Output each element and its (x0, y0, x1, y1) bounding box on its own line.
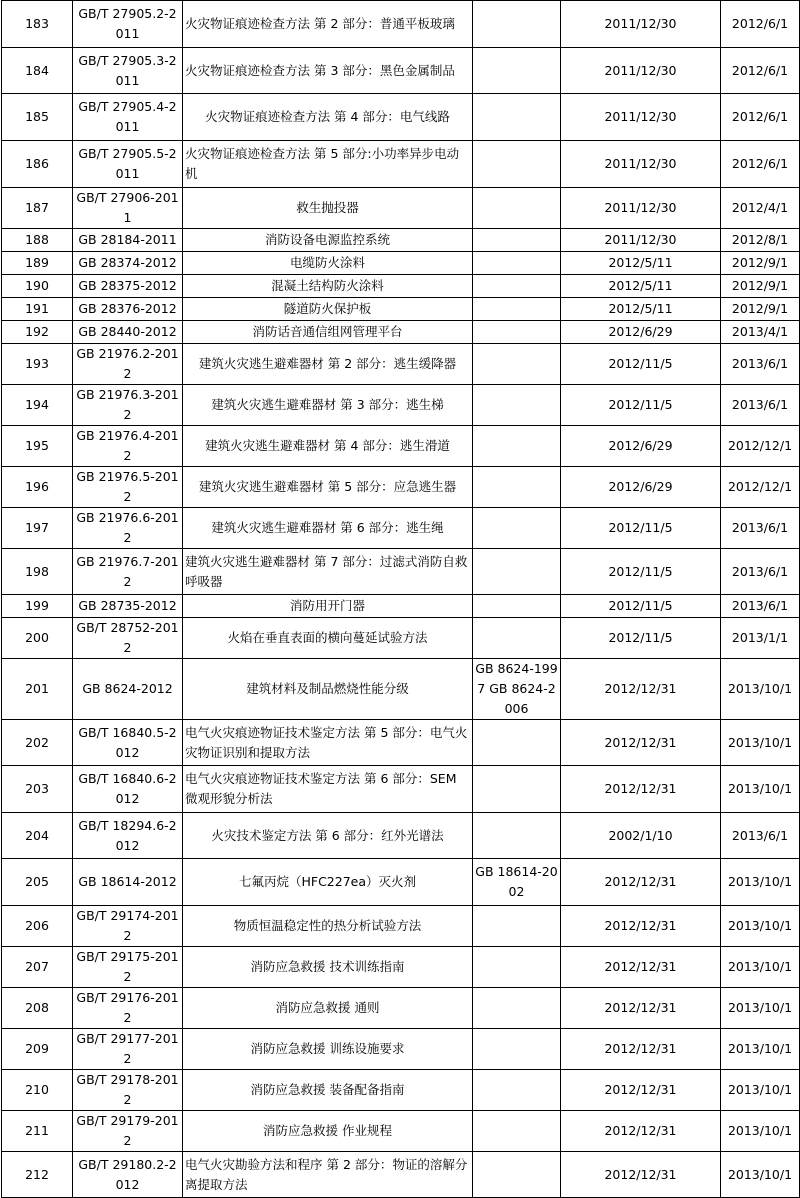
standard-code: GB/T 16840.6-2012 (73, 766, 183, 813)
publish-date: 2012/11/5 (561, 344, 721, 385)
effective-date: 2013/10/1 (721, 1029, 800, 1070)
table-row (2, 659, 800, 720)
standards-table (1, 0, 800, 1198)
standard-code: GB/T 29180.2-2012 (73, 1152, 183, 1198)
replaced-standard (473, 595, 561, 618)
replaced-standard: GB 8624-1997 GB 8624-2006 (473, 659, 561, 720)
publish-date: 2012/6/29 (561, 467, 721, 508)
replaced-standard (473, 344, 561, 385)
effective-date: 2012/6/1 (721, 141, 800, 188)
effective-date: 2013/10/1 (721, 1111, 800, 1152)
table-row (2, 298, 800, 321)
standard-name: 火灾物证痕迹检查方法 第 4 部分：电气线路 (183, 94, 473, 141)
standard-code: GB/T 28752-2012 (73, 618, 183, 659)
replaced-standard (473, 766, 561, 813)
table-row (2, 385, 800, 426)
standard-code: GB 28735-2012 (73, 595, 183, 618)
table-row (2, 1152, 800, 1198)
effective-date: 2012/6/1 (721, 94, 800, 141)
standard-name: 物质恒温稳定性的热分析试验方法 (183, 906, 473, 947)
publish-date: 2012/12/31 (561, 859, 721, 906)
replaced-standard (473, 618, 561, 659)
row-number: 193 (2, 344, 73, 385)
standard-name: 七氟丙烷（HFC227ea）灭火剂 (183, 859, 473, 906)
replaced-standard (473, 906, 561, 947)
standard-name: 火灾技术鉴定方法 第 6 部分：红外光谱法 (183, 813, 473, 859)
standard-code: GB 21976.5-2012 (73, 467, 183, 508)
row-number: 209 (2, 1029, 73, 1070)
standard-name: 消防设备电源监控系统 (183, 229, 473, 252)
replaced-standard (473, 988, 561, 1029)
standard-code: GB 28374-2012 (73, 252, 183, 275)
standard-code: GB/T 16840.5-2012 (73, 720, 183, 766)
effective-date: 2012/12/1 (721, 426, 800, 467)
standard-name: 隧道防火保护板 (183, 298, 473, 321)
replaced-standard (473, 426, 561, 467)
row-number: 208 (2, 988, 73, 1029)
effective-date: 2013/10/1 (721, 859, 800, 906)
standard-code: GB/T 29178-2012 (73, 1070, 183, 1111)
replaced-standard (473, 1152, 561, 1198)
standard-code: GB/T 29174-2012 (73, 906, 183, 947)
publish-date: 2012/12/31 (561, 720, 721, 766)
standard-name: 电气火灾痕迹物证技术鉴定方法 第 5 部分：电气火灾物证识别和提取方法 (183, 720, 473, 766)
row-number: 183 (2, 1, 73, 48)
row-number: 200 (2, 618, 73, 659)
row-number: 188 (2, 229, 73, 252)
standard-name: 消防应急救援 技术训练指南 (183, 947, 473, 988)
row-number: 212 (2, 1152, 73, 1198)
publish-date: 2012/12/31 (561, 766, 721, 813)
effective-date: 2013/10/1 (721, 906, 800, 947)
table-row (2, 1070, 800, 1111)
replaced-standard (473, 94, 561, 141)
publish-date: 2012/11/5 (561, 508, 721, 549)
row-number: 184 (2, 48, 73, 94)
standard-name: 火灾物证痕迹检查方法 第 3 部分：黑色金属制品 (183, 48, 473, 94)
publish-date: 2012/11/5 (561, 595, 721, 618)
replaced-standard (473, 229, 561, 252)
publish-date: 2011/12/30 (561, 94, 721, 141)
publish-date: 2011/12/30 (561, 229, 721, 252)
standard-name: 电气火灾勘验方法和程序 第 2 部分：物证的溶解分离提取方法 (183, 1152, 473, 1198)
row-number: 194 (2, 385, 73, 426)
publish-date: 2012/12/31 (561, 1152, 721, 1198)
standard-name: 救生抛投器 (183, 188, 473, 229)
row-number: 196 (2, 467, 73, 508)
standard-code: GB 21976.4-2012 (73, 426, 183, 467)
publish-date: 2012/11/5 (561, 549, 721, 595)
table-row (2, 467, 800, 508)
table-row (2, 595, 800, 618)
standard-name: 建筑火灾逃生避难器材 第 2 部分：逃生缓降器 (183, 344, 473, 385)
replaced-standard (473, 188, 561, 229)
publish-date: 2012/12/31 (561, 1111, 721, 1152)
table-row (2, 720, 800, 766)
effective-date: 2012/6/1 (721, 1, 800, 48)
standard-code: GB 18614-2012 (73, 859, 183, 906)
replaced-standard (473, 298, 561, 321)
replaced-standard (473, 321, 561, 344)
publish-date: 2012/5/11 (561, 275, 721, 298)
standard-code: GB/T 29179-2012 (73, 1111, 183, 1152)
publish-date: 2012/12/31 (561, 659, 721, 720)
publish-date: 2012/12/31 (561, 947, 721, 988)
standard-code: GB/T 27905.3-2011 (73, 48, 183, 94)
row-number: 204 (2, 813, 73, 859)
row-number: 211 (2, 1111, 73, 1152)
standard-name: 消防用开门器 (183, 595, 473, 618)
table-row (2, 321, 800, 344)
standard-name: 消防应急救援 装备配备指南 (183, 1070, 473, 1111)
standard-name: 消防应急救援 作业规程 (183, 1111, 473, 1152)
table-row (2, 859, 800, 906)
effective-date: 2012/6/1 (721, 48, 800, 94)
standard-code: GB/T 27905.2-2011 (73, 1, 183, 48)
table-row (2, 229, 800, 252)
standard-code: GB 28375-2012 (73, 275, 183, 298)
table-row (2, 48, 800, 94)
publish-date: 2012/12/31 (561, 988, 721, 1029)
replaced-standard (473, 275, 561, 298)
effective-date: 2013/1/1 (721, 618, 800, 659)
effective-date: 2013/6/1 (721, 813, 800, 859)
row-number: 199 (2, 595, 73, 618)
row-number: 189 (2, 252, 73, 275)
publish-date: 2012/12/31 (561, 1070, 721, 1111)
effective-date: 2013/10/1 (721, 1070, 800, 1111)
table-row (2, 94, 800, 141)
standard-code: GB 21976.2-2012 (73, 344, 183, 385)
standard-code: GB 8624-2012 (73, 659, 183, 720)
replaced-standard (473, 467, 561, 508)
replaced-standard (473, 947, 561, 988)
row-number: 197 (2, 508, 73, 549)
standard-name: 火灾物证痕迹检查方法 第 2 部分：普通平板玻璃 (183, 1, 473, 48)
publish-date: 2012/11/5 (561, 385, 721, 426)
row-number: 195 (2, 426, 73, 467)
effective-date: 2012/9/1 (721, 252, 800, 275)
table-row (2, 344, 800, 385)
replaced-standard (473, 48, 561, 94)
standard-code: GB 21976.7-2012 (73, 549, 183, 595)
standard-code: GB/T 27905.4-2011 (73, 94, 183, 141)
standard-code: GB/T 27906-2011 (73, 188, 183, 229)
publish-date: 2012/5/11 (561, 252, 721, 275)
effective-date: 2013/6/1 (721, 549, 800, 595)
table-row (2, 1111, 800, 1152)
publish-date: 2012/6/29 (561, 321, 721, 344)
publish-date: 2011/12/30 (561, 1, 721, 48)
standard-code: GB/T 29175-2012 (73, 947, 183, 988)
effective-date: 2013/10/1 (721, 988, 800, 1029)
standard-code: GB 21976.3-2012 (73, 385, 183, 426)
effective-date: 2012/12/1 (721, 467, 800, 508)
replaced-standard (473, 252, 561, 275)
table-row (2, 766, 800, 813)
publish-date: 2011/12/30 (561, 141, 721, 188)
replaced-standard (473, 1111, 561, 1152)
standard-code: GB/T 18294.6-2012 (73, 813, 183, 859)
table-row (2, 426, 800, 467)
effective-date: 2013/10/1 (721, 1152, 800, 1198)
effective-date: 2013/10/1 (721, 947, 800, 988)
publish-date: 2012/11/5 (561, 618, 721, 659)
standard-name: 建筑材料及制品燃烧性能分级 (183, 659, 473, 720)
standard-code: GB 28376-2012 (73, 298, 183, 321)
row-number: 185 (2, 94, 73, 141)
row-number: 198 (2, 549, 73, 595)
effective-date: 2013/6/1 (721, 508, 800, 549)
row-number: 201 (2, 659, 73, 720)
table-row (2, 508, 800, 549)
replaced-standard (473, 1070, 561, 1111)
publish-date: 2012/6/29 (561, 426, 721, 467)
effective-date: 2013/10/1 (721, 720, 800, 766)
row-number: 205 (2, 859, 73, 906)
effective-date: 2012/4/1 (721, 188, 800, 229)
publish-date: 2011/12/30 (561, 188, 721, 229)
effective-date: 2012/9/1 (721, 298, 800, 321)
standard-name: 建筑火灾逃生避难器材 第 3 部分：逃生梯 (183, 385, 473, 426)
standard-name: 消防应急救援 训练设施要求 (183, 1029, 473, 1070)
replaced-standard (473, 1, 561, 48)
publish-date: 2002/1/10 (561, 813, 721, 859)
publish-date: 2012/12/31 (561, 1029, 721, 1070)
replaced-standard (473, 549, 561, 595)
row-number: 190 (2, 275, 73, 298)
replaced-standard (473, 813, 561, 859)
table-row (2, 141, 800, 188)
replaced-standard (473, 1029, 561, 1070)
standard-code: GB/T 29176-2012 (73, 988, 183, 1029)
standard-code: GB/T 29177-2012 (73, 1029, 183, 1070)
table-row (2, 947, 800, 988)
standard-name: 消防应急救援 通则 (183, 988, 473, 1029)
row-number: 191 (2, 298, 73, 321)
effective-date: 2012/8/1 (721, 229, 800, 252)
table-row (2, 618, 800, 659)
effective-date: 2013/4/1 (721, 321, 800, 344)
table-row (2, 252, 800, 275)
standard-name: 建筑火灾逃生避难器材 第 5 部分：应急逃生器 (183, 467, 473, 508)
table-row (2, 813, 800, 859)
row-number: 207 (2, 947, 73, 988)
effective-date: 2013/10/1 (721, 766, 800, 813)
replaced-standard (473, 720, 561, 766)
table-row (2, 906, 800, 947)
replaced-standard (473, 141, 561, 188)
publish-date: 2012/12/31 (561, 906, 721, 947)
row-number: 192 (2, 321, 73, 344)
standard-name: 电气火灾痕迹物证技术鉴定方法 第 6 部分：SEM 微观形貌分析法 (183, 766, 473, 813)
standard-name: 建筑火灾逃生避难器材 第 6 部分：逃生绳 (183, 508, 473, 549)
standards-table-body (2, 1, 800, 1198)
row-number: 203 (2, 766, 73, 813)
standard-name: 火灾物证痕迹检查方法 第 5 部分:小功率异步电动机 (183, 141, 473, 188)
standard-name: 电缆防火涂料 (183, 252, 473, 275)
row-number: 187 (2, 188, 73, 229)
publish-date: 2011/12/30 (561, 48, 721, 94)
table-row (2, 1, 800, 48)
table-row (2, 1029, 800, 1070)
effective-date: 2013/6/1 (721, 595, 800, 618)
table-row (2, 988, 800, 1029)
table-row (2, 275, 800, 298)
standard-code: GB/T 27905.5-2011 (73, 141, 183, 188)
standard-name: 建筑火灾逃生避难器材 第 4 部分：逃生滑道 (183, 426, 473, 467)
table-row (2, 549, 800, 595)
effective-date: 2013/10/1 (721, 659, 800, 720)
standard-code: GB 21976.6-2012 (73, 508, 183, 549)
effective-date: 2013/6/1 (721, 385, 800, 426)
table-row (2, 188, 800, 229)
row-number: 210 (2, 1070, 73, 1111)
row-number: 202 (2, 720, 73, 766)
standard-code: GB 28440-2012 (73, 321, 183, 344)
effective-date: 2013/6/1 (721, 344, 800, 385)
standard-name: 建筑火灾逃生避难器材 第 7 部分：过滤式消防自救呼吸器 (183, 549, 473, 595)
effective-date: 2012/9/1 (721, 275, 800, 298)
standard-code: GB 28184-2011 (73, 229, 183, 252)
replaced-standard (473, 385, 561, 426)
row-number: 186 (2, 141, 73, 188)
replaced-standard (473, 508, 561, 549)
replaced-standard: GB 18614-2002 (473, 859, 561, 906)
publish-date: 2012/5/11 (561, 298, 721, 321)
standard-name: 消防话音通信组网管理平台 (183, 321, 473, 344)
standard-name: 火焰在垂直表面的横向蔓延试验方法 (183, 618, 473, 659)
row-number: 206 (2, 906, 73, 947)
standard-name: 混凝土结构防火涂料 (183, 275, 473, 298)
